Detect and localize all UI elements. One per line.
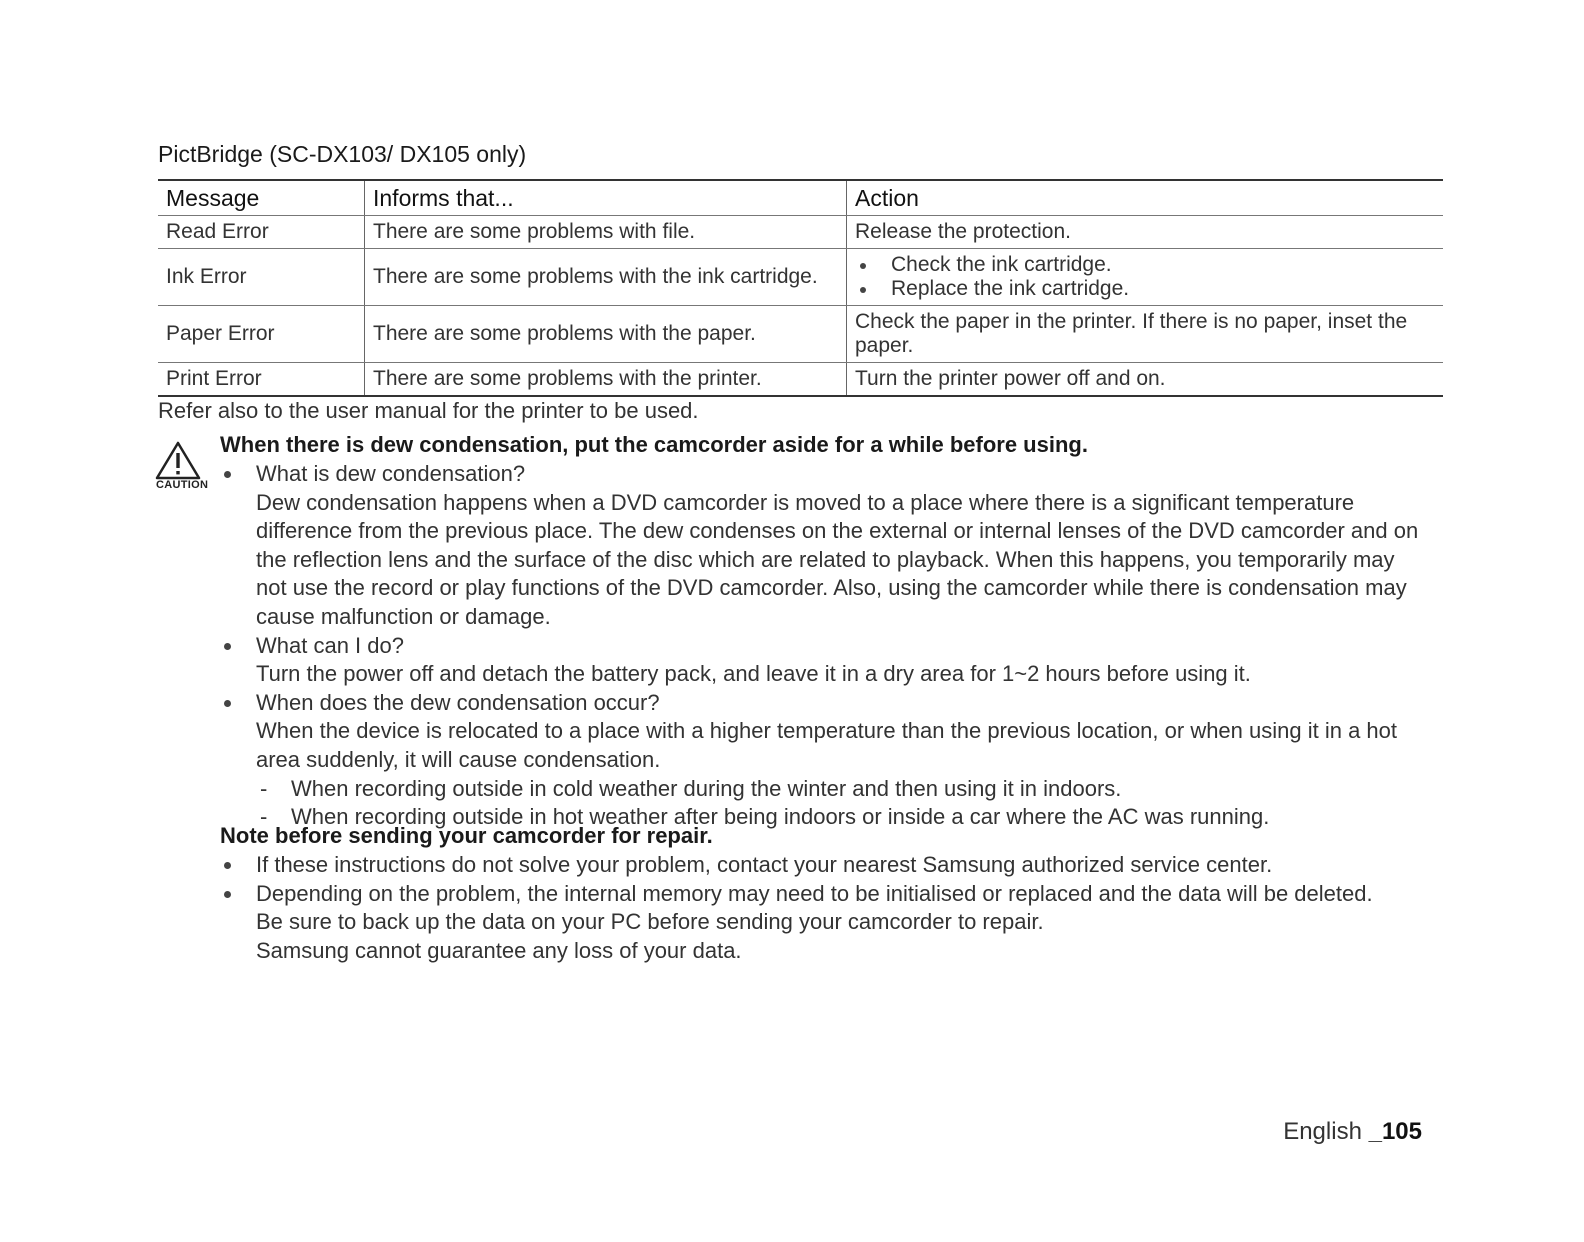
column-header-message: Message [158, 180, 365, 216]
informs-cell: There are some problems with the paper. [365, 306, 847, 363]
dash-item: - When recording outside in hot weather after being indoors or inside a car where the AC was running. [220, 803, 1430, 832]
action-cell [847, 249, 1444, 306]
repair-heading: Note before sending your camcorder for repair. [220, 823, 713, 848]
repair-section [220, 851, 1430, 965]
informs-cell: There are some problems with file. [365, 216, 847, 249]
list-item: When does the dew condensation occur? [220, 689, 1430, 718]
page-number: 105 [1381, 1118, 1422, 1145]
section-title: PictBridge (SC-DX103/ DX105 only) [158, 141, 527, 167]
paragraph: Samsung cannot guarantee any loss of your data. [256, 937, 742, 963]
list-item: What can I do? [220, 632, 1430, 661]
message-cell: Ink Error [158, 249, 365, 306]
table-row [158, 249, 1443, 306]
dew-heading: When there is dew condensation, put the camcorder aside for a while before using. [220, 432, 1088, 457]
footer-language: English [1283, 1118, 1362, 1145]
paragraph: When the device is relocated to a place with a higher temperature than the previous location, or when using it in a hot area suddenly, it will cause condensation. [256, 718, 1398, 772]
paragraph: Dew condensation happens when a DVD camcorder is moved to a place where there is a significant temperature difference from the previous place. The dew condenses on the external or internal lenses of the DVD camcorder and on the reflection lens and the surface of the disc which are related to playback. When this happens, you temporarily may not use the record or play functions of the DVD camcorder. Also, using the camcorder while there is condensation may cause malfunction or damage. [256, 489, 1419, 629]
paragraph: Be sure to back up the data on your PC before sending your camcorder to repair. [256, 909, 1044, 935]
table-row [158, 306, 1443, 363]
message-cell: Paper Error [158, 306, 365, 363]
table-header-row [158, 180, 1443, 216]
action-cell: Release the protection. [847, 216, 1444, 249]
action-list [855, 253, 1435, 301]
table-row [158, 216, 1443, 249]
pictbridge-table [158, 179, 1443, 397]
footer-separator: _ [1368, 1118, 1382, 1145]
action-list-item: Replace the ink cartridge. [855, 277, 1435, 301]
list-item: If these instructions do not solve your problem, contact your nearest Samsung authorized service center. [220, 851, 1430, 880]
informs-cell: There are some problems with the ink cartridge. [365, 249, 847, 306]
list-item: Depending on the problem, the internal memory may need to be initialised or replaced and the data will be deleted. [220, 880, 1430, 909]
dew-section [220, 460, 1430, 832]
refer-note: Refer also to the user manual for the printer to be used. [158, 398, 699, 423]
informs-cell: There are some problems with the printer. [365, 363, 847, 397]
column-header-action: Action [847, 180, 1444, 216]
action-cell: Turn the printer power off and on. [847, 363, 1444, 397]
message-cell: Read Error [158, 216, 365, 249]
dash-item: - When recording outside in cold weather during the winter and then using it in indoors. [220, 775, 1430, 804]
action-list-item: Check the ink cartridge. [855, 253, 1435, 277]
column-header-informs: Informs that... [365, 180, 847, 216]
message-cell: Print Error [158, 363, 365, 397]
table-row [158, 363, 1443, 397]
action-cell: Check the paper in the printer. If there is no paper, inset the paper. [847, 306, 1444, 363]
page-footer [1283, 1118, 1422, 1146]
caution-label: CAUTION [156, 479, 209, 491]
list-item: What is dew condensation? [220, 460, 1430, 489]
paragraph: Turn the power off and detach the battery pack, and leave it in a dry area for 1~2 hours before using it. [256, 661, 1251, 687]
